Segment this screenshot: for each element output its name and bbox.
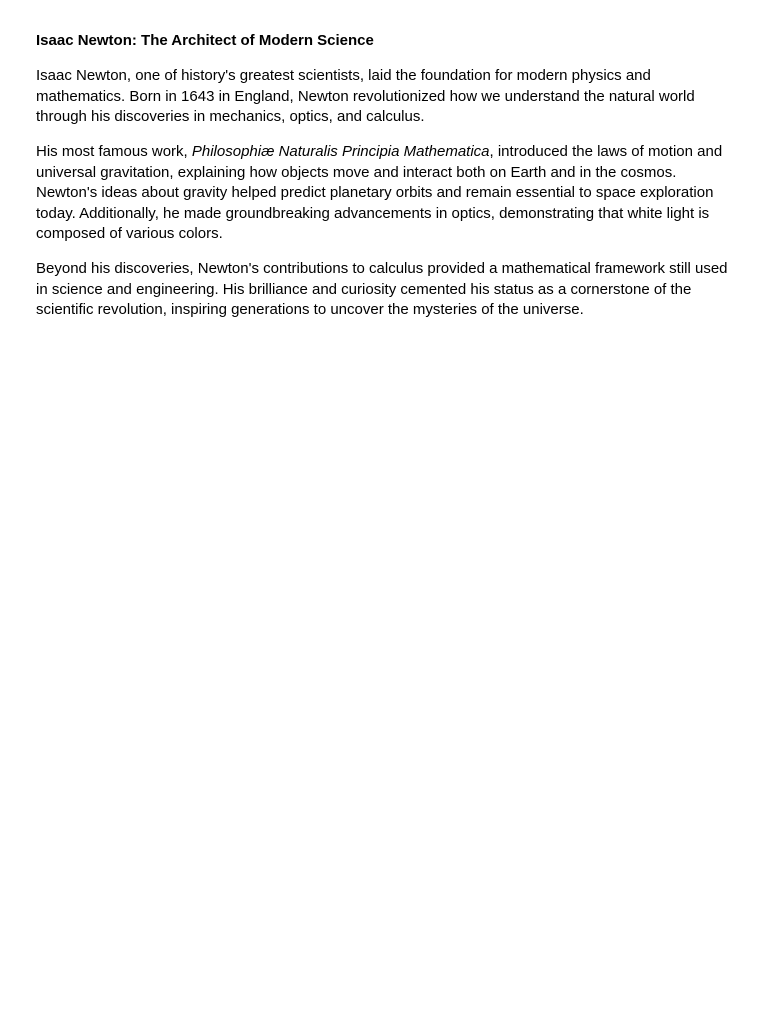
- principia-title: Philosophiæ Naturalis Principia Mathematica: [191, 143, 490, 160]
- paragraph-principia-body: , introduced the laws of motion and universal gravitation, explaining how objects move and interact both on Earth and in the cosmos. Newton's ideas about gravity helped predict planetary orbits and remain essential to space exploration today. Additionally, he made groundbreaking advancements in optics, demonstrating that white light is composed of various colors.: [36, 143, 723, 242]
- document-title: Isaac Newton: The Architect of Modern Science: [36, 32, 374, 49]
- paragraph-principia-lead: His most famous work,: [36, 143, 192, 160]
- paragraph-principia: [36, 142, 736, 245]
- paragraph-legacy: Beyond his discoveries, Newton's contributions to calculus provided a mathematical framework still used in science and engineering. His brilliance and curiosity cemented his status as a cornerstone of the scientific revolution, inspiring generations to uncover the mysteries of the universe.: [36, 260, 728, 318]
- document-page: [36, 31, 736, 335]
- paragraph-intro: Isaac Newton, one of history's greatest scientists, laid the foundation for modern physics and mathematics. Born in 1643 in England, Newton revolutionized how we understand the natural world through his discoveries in mechanics, optics, and calculus.: [36, 67, 695, 125]
